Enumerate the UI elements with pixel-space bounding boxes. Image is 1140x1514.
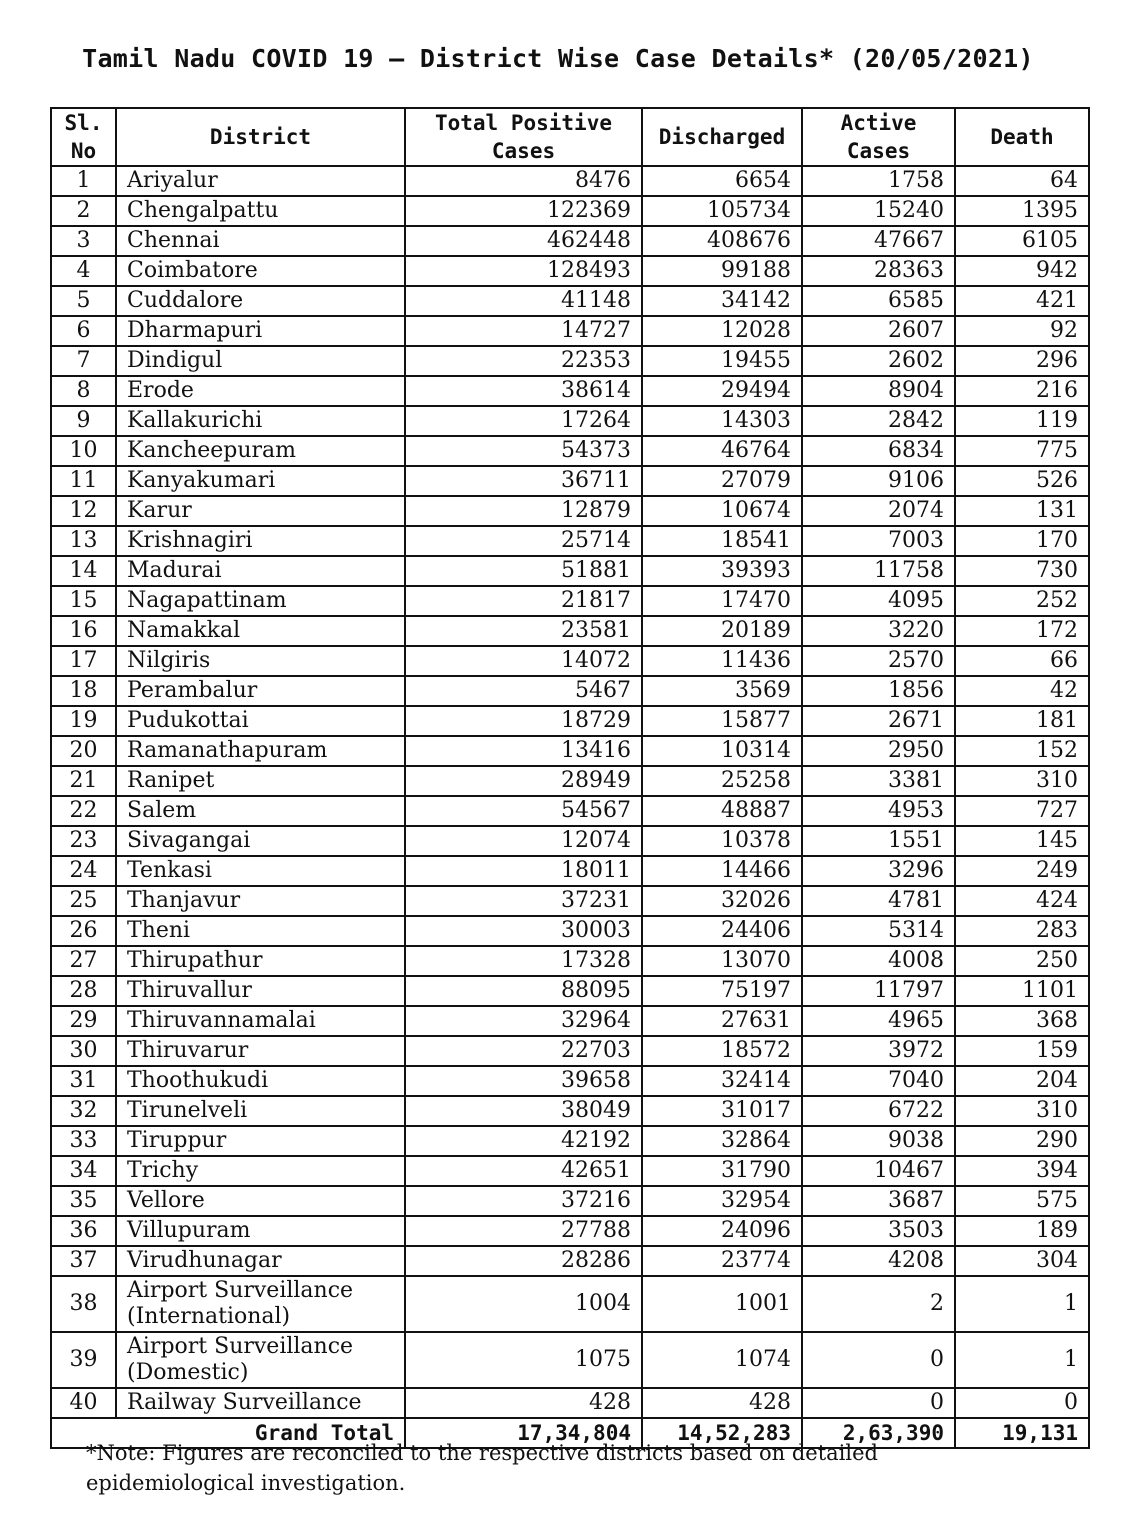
- active-cases-cell: 3687: [802, 1186, 955, 1216]
- sl-no-cell: 39: [51, 1332, 116, 1388]
- table-row: [51, 796, 1089, 826]
- active-cases-cell: 2074: [802, 496, 955, 526]
- discharged-cell: 18572: [642, 1036, 802, 1066]
- table-row: [51, 886, 1089, 916]
- grand-total-discharged: 14,52,283: [642, 1418, 802, 1448]
- table-row: [51, 226, 1089, 256]
- district-cell: Kanyakumari: [116, 466, 405, 496]
- table-row: [51, 1036, 1089, 1066]
- sl-no-cell: 15: [51, 586, 116, 616]
- district-cell: Erode: [116, 376, 405, 406]
- discharged-cell: 6654: [642, 166, 802, 196]
- discharged-cell: 1074: [642, 1332, 802, 1388]
- active-cases-cell: 47667: [802, 226, 955, 256]
- active-cases-cell: 2570: [802, 646, 955, 676]
- death-cell: 1395: [955, 196, 1089, 226]
- total-positive-cell: 23581: [405, 616, 642, 646]
- page-title: Tamil Nadu COVID 19 – District Wise Case Details* (20/05/2021): [82, 44, 1034, 73]
- total-positive-cell: 22703: [405, 1036, 642, 1066]
- death-cell: 1: [955, 1332, 1089, 1388]
- active-cases-cell: 3220: [802, 616, 955, 646]
- discharged-cell: 13070: [642, 946, 802, 976]
- total-positive-cell: 30003: [405, 916, 642, 946]
- district-cell: Chennai: [116, 226, 405, 256]
- sl-no-cell: 23: [51, 826, 116, 856]
- active-cases-cell: 4965: [802, 1006, 955, 1036]
- table-row: [51, 496, 1089, 526]
- total-positive-cell: 38049: [405, 1096, 642, 1126]
- discharged-cell: 29494: [642, 376, 802, 406]
- total-positive-cell: 12879: [405, 496, 642, 526]
- table-row: [51, 766, 1089, 796]
- sl-no-cell: 12: [51, 496, 116, 526]
- district-cell: Nilgiris: [116, 646, 405, 676]
- discharged-cell: 99188: [642, 256, 802, 286]
- active-cases-cell: 5314: [802, 916, 955, 946]
- table-row: [51, 1332, 1089, 1388]
- discharged-cell: 23774: [642, 1246, 802, 1276]
- sl-no-cell: 1: [51, 166, 116, 196]
- active-cases-cell: 15240: [802, 196, 955, 226]
- sl-no-cell: 22: [51, 796, 116, 826]
- table-row: [51, 976, 1089, 1006]
- active-cases-cell: 7040: [802, 1066, 955, 1096]
- district-cell: Thirupathur: [116, 946, 405, 976]
- active-cases-cell: 2950: [802, 736, 955, 766]
- district-cell: Kallakurichi: [116, 406, 405, 436]
- table-row: [51, 1096, 1089, 1126]
- active-cases-cell: 28363: [802, 256, 955, 286]
- active-cases-cell: 3296: [802, 856, 955, 886]
- death-cell: 66: [955, 646, 1089, 676]
- district-cell: Thiruvarur: [116, 1036, 405, 1066]
- district-cell: Thanjavur: [116, 886, 405, 916]
- grand-total-death: 19,131: [955, 1418, 1089, 1448]
- total-positive-cell: 28286: [405, 1246, 642, 1276]
- active-cases-cell: 4781: [802, 886, 955, 916]
- discharged-cell: 75197: [642, 976, 802, 1006]
- district-cell: Ramanathapuram: [116, 736, 405, 766]
- death-cell: 250: [955, 946, 1089, 976]
- total-positive-cell: 1075: [405, 1332, 642, 1388]
- district-cell: Tenkasi: [116, 856, 405, 886]
- district-cell: Chengalpattu: [116, 196, 405, 226]
- death-cell: 189: [955, 1216, 1089, 1246]
- table-row: [51, 196, 1089, 226]
- total-positive-cell: 8476: [405, 166, 642, 196]
- discharged-cell: 10378: [642, 826, 802, 856]
- district-cell: Thoothukudi: [116, 1066, 405, 1096]
- discharged-cell: 17470: [642, 586, 802, 616]
- discharged-cell: 31017: [642, 1096, 802, 1126]
- active-cases-cell: 11758: [802, 556, 955, 586]
- total-positive-cell: 37216: [405, 1186, 642, 1216]
- district-cell: Krishnagiri: [116, 526, 405, 556]
- total-positive-cell: 122369: [405, 196, 642, 226]
- sl-no-cell: 16: [51, 616, 116, 646]
- table-row: [51, 1388, 1089, 1418]
- district-cell: Theni: [116, 916, 405, 946]
- sl-no-cell: 27: [51, 946, 116, 976]
- district-cell: Perambalur: [116, 676, 405, 706]
- district-cell: Virudhunagar: [116, 1246, 405, 1276]
- sl-no-cell: 40: [51, 1388, 116, 1418]
- death-cell: 204: [955, 1066, 1089, 1096]
- total-positive-cell: 28949: [405, 766, 642, 796]
- table-row: [51, 316, 1089, 346]
- active-cases-cell: 7003: [802, 526, 955, 556]
- total-positive-cell: 22353: [405, 346, 642, 376]
- discharged-cell: 14466: [642, 856, 802, 886]
- active-cases-cell: 1758: [802, 166, 955, 196]
- discharged-cell: 12028: [642, 316, 802, 346]
- table-row: [51, 1216, 1089, 1246]
- sl-no-cell: 33: [51, 1126, 116, 1156]
- district-cell: Sivagangai: [116, 826, 405, 856]
- sl-no-cell: 13: [51, 526, 116, 556]
- death-cell: 424: [955, 886, 1089, 916]
- total-positive-cell: 25714: [405, 526, 642, 556]
- table-row: [51, 466, 1089, 496]
- district-cell: Tiruppur: [116, 1126, 405, 1156]
- total-positive-cell: 88095: [405, 976, 642, 1006]
- district-cell: Pudukottai: [116, 706, 405, 736]
- total-positive-cell: 18011: [405, 856, 642, 886]
- table-row: [51, 556, 1089, 586]
- discharged-cell: 46764: [642, 436, 802, 466]
- table-row: [51, 916, 1089, 946]
- death-cell: 942: [955, 256, 1089, 286]
- discharged-cell: 27079: [642, 466, 802, 496]
- sl-no-cell: 30: [51, 1036, 116, 1066]
- discharged-cell: 105734: [642, 196, 802, 226]
- district-cell: Airport Surveillance (International): [116, 1276, 405, 1332]
- header-discharged: Discharged: [642, 108, 802, 166]
- death-cell: 1: [955, 1276, 1089, 1332]
- death-cell: 119: [955, 406, 1089, 436]
- table-row: [51, 676, 1089, 706]
- total-positive-cell: 51881: [405, 556, 642, 586]
- sl-no-cell: 3: [51, 226, 116, 256]
- discharged-cell: 10674: [642, 496, 802, 526]
- total-positive-cell: 54373: [405, 436, 642, 466]
- discharged-cell: 408676: [642, 226, 802, 256]
- district-cell: Ranipet: [116, 766, 405, 796]
- discharged-cell: 25258: [642, 766, 802, 796]
- table-row: [51, 1126, 1089, 1156]
- active-cases-cell: 4095: [802, 586, 955, 616]
- table-row: [51, 436, 1089, 466]
- sl-no-cell: 36: [51, 1216, 116, 1246]
- total-positive-cell: 36711: [405, 466, 642, 496]
- active-cases-cell: 4208: [802, 1246, 955, 1276]
- death-cell: 283: [955, 916, 1089, 946]
- table-row: [51, 286, 1089, 316]
- sl-no-cell: 2: [51, 196, 116, 226]
- district-cell: Villupuram: [116, 1216, 405, 1246]
- table-row: [51, 346, 1089, 376]
- discharged-cell: 428: [642, 1388, 802, 1418]
- table-row: [51, 586, 1089, 616]
- header-total-positive: Total Positive Cases: [405, 108, 642, 166]
- death-cell: 181: [955, 706, 1089, 736]
- death-cell: 730: [955, 556, 1089, 586]
- district-cell: Vellore: [116, 1186, 405, 1216]
- total-positive-cell: 32964: [405, 1006, 642, 1036]
- death-cell: 775: [955, 436, 1089, 466]
- discharged-cell: 39393: [642, 556, 802, 586]
- death-cell: 64: [955, 166, 1089, 196]
- sl-no-cell: 10: [51, 436, 116, 466]
- table-row: [51, 1156, 1089, 1186]
- total-positive-cell: 428: [405, 1388, 642, 1418]
- active-cases-cell: 3972: [802, 1036, 955, 1066]
- district-cell: Namakkal: [116, 616, 405, 646]
- active-cases-cell: 6585: [802, 286, 955, 316]
- sl-no-cell: 8: [51, 376, 116, 406]
- total-positive-cell: 37231: [405, 886, 642, 916]
- district-cell: Dindigul: [116, 346, 405, 376]
- district-cell: Airport Surveillance (Domestic): [116, 1332, 405, 1388]
- death-cell: 526: [955, 466, 1089, 496]
- sl-no-cell: 25: [51, 886, 116, 916]
- sl-no-cell: 28: [51, 976, 116, 1006]
- grand-total-label: Grand Total: [51, 1418, 405, 1448]
- total-positive-cell: 462448: [405, 226, 642, 256]
- active-cases-cell: 3503: [802, 1216, 955, 1246]
- total-positive-cell: 1004: [405, 1276, 642, 1332]
- district-cell: Thiruvallur: [116, 976, 405, 1006]
- death-cell: 310: [955, 1096, 1089, 1126]
- discharged-cell: 18541: [642, 526, 802, 556]
- discharged-cell: 48887: [642, 796, 802, 826]
- district-cell: Karur: [116, 496, 405, 526]
- death-cell: 252: [955, 586, 1089, 616]
- header-active-cases: Active Cases: [802, 108, 955, 166]
- district-cell: Railway Surveillance: [116, 1388, 405, 1418]
- total-positive-cell: 21817: [405, 586, 642, 616]
- sl-no-cell: 4: [51, 256, 116, 286]
- total-positive-cell: 38614: [405, 376, 642, 406]
- table-body: [51, 166, 1089, 1418]
- discharged-cell: 24406: [642, 916, 802, 946]
- discharged-cell: 14303: [642, 406, 802, 436]
- death-cell: 170: [955, 526, 1089, 556]
- death-cell: 290: [955, 1126, 1089, 1156]
- active-cases-cell: 6722: [802, 1096, 955, 1126]
- sl-no-cell: 11: [51, 466, 116, 496]
- table-row: [51, 706, 1089, 736]
- total-positive-cell: 54567: [405, 796, 642, 826]
- sl-no-cell: 29: [51, 1006, 116, 1036]
- table-row: [51, 376, 1089, 406]
- total-positive-cell: 17328: [405, 946, 642, 976]
- header-sl-no: Sl. No: [51, 108, 116, 166]
- district-case-table: [50, 107, 1090, 1449]
- active-cases-cell: 1551: [802, 826, 955, 856]
- discharged-cell: 32026: [642, 886, 802, 916]
- discharged-cell: 27631: [642, 1006, 802, 1036]
- total-positive-cell: 18729: [405, 706, 642, 736]
- discharged-cell: 20189: [642, 616, 802, 646]
- active-cases-cell: 2671: [802, 706, 955, 736]
- table-header-row: [51, 108, 1089, 166]
- total-positive-cell: 13416: [405, 736, 642, 766]
- discharged-cell: 31790: [642, 1156, 802, 1186]
- active-cases-cell: 4953: [802, 796, 955, 826]
- sl-no-cell: 18: [51, 676, 116, 706]
- active-cases-cell: 4008: [802, 946, 955, 976]
- sl-no-cell: 35: [51, 1186, 116, 1216]
- death-cell: 152: [955, 736, 1089, 766]
- district-cell: Thiruvannamalai: [116, 1006, 405, 1036]
- table-row: [51, 166, 1089, 196]
- active-cases-cell: 8904: [802, 376, 955, 406]
- total-positive-cell: 12074: [405, 826, 642, 856]
- discharged-cell: 32864: [642, 1126, 802, 1156]
- death-cell: 172: [955, 616, 1089, 646]
- table-row: [51, 1246, 1089, 1276]
- district-cell: Cuddalore: [116, 286, 405, 316]
- death-cell: 249: [955, 856, 1089, 886]
- district-cell: Nagapattinam: [116, 586, 405, 616]
- active-cases-cell: 2607: [802, 316, 955, 346]
- death-cell: 421: [955, 286, 1089, 316]
- discharged-cell: 32414: [642, 1066, 802, 1096]
- table-row: [51, 856, 1089, 886]
- sl-no-cell: 17: [51, 646, 116, 676]
- district-cell: Salem: [116, 796, 405, 826]
- total-positive-cell: 41148: [405, 286, 642, 316]
- active-cases-cell: 0: [802, 1332, 955, 1388]
- death-cell: 145: [955, 826, 1089, 856]
- discharged-cell: 32954: [642, 1186, 802, 1216]
- active-cases-cell: 3381: [802, 766, 955, 796]
- discharged-cell: 24096: [642, 1216, 802, 1246]
- discharged-cell: 3569: [642, 676, 802, 706]
- active-cases-cell: 2: [802, 1276, 955, 1332]
- death-cell: 42: [955, 676, 1089, 706]
- sl-no-cell: 38: [51, 1276, 116, 1332]
- discharged-cell: 15877: [642, 706, 802, 736]
- death-cell: 92: [955, 316, 1089, 346]
- table-row: [51, 256, 1089, 286]
- sl-no-cell: 19: [51, 706, 116, 736]
- table-row: [51, 736, 1089, 766]
- death-cell: 296: [955, 346, 1089, 376]
- sl-no-cell: 20: [51, 736, 116, 766]
- header-district: District: [116, 108, 405, 166]
- death-cell: 159: [955, 1036, 1089, 1066]
- death-cell: 575: [955, 1186, 1089, 1216]
- discharged-cell: 34142: [642, 286, 802, 316]
- discharged-cell: 19455: [642, 346, 802, 376]
- active-cases-cell: 11797: [802, 976, 955, 1006]
- sl-no-cell: 9: [51, 406, 116, 436]
- death-cell: 0: [955, 1388, 1089, 1418]
- sl-no-cell: 32: [51, 1096, 116, 1126]
- discharged-cell: 10314: [642, 736, 802, 766]
- death-cell: 310: [955, 766, 1089, 796]
- death-cell: 6105: [955, 226, 1089, 256]
- total-positive-cell: 14727: [405, 316, 642, 346]
- total-positive-cell: 5467: [405, 676, 642, 706]
- total-positive-cell: 42651: [405, 1156, 642, 1186]
- sl-no-cell: 31: [51, 1066, 116, 1096]
- table-row: [51, 1066, 1089, 1096]
- table-row: [51, 526, 1089, 556]
- district-cell: Tirunelveli: [116, 1096, 405, 1126]
- table-row: [51, 826, 1089, 856]
- footnote: *Note: Figures are reconciled to the respective districts based on detailed epidemiological investigation.: [86, 1441, 878, 1495]
- district-cell: Coimbatore: [116, 256, 405, 286]
- active-cases-cell: 0: [802, 1388, 955, 1418]
- sl-no-cell: 21: [51, 766, 116, 796]
- active-cases-cell: 9038: [802, 1126, 955, 1156]
- header-death: Death: [955, 108, 1089, 166]
- active-cases-cell: 2602: [802, 346, 955, 376]
- death-cell: 304: [955, 1246, 1089, 1276]
- sl-no-cell: 6: [51, 316, 116, 346]
- table-row: [51, 946, 1089, 976]
- death-cell: 368: [955, 1006, 1089, 1036]
- death-cell: 394: [955, 1156, 1089, 1186]
- table-row: [51, 1276, 1089, 1332]
- active-cases-cell: 1856: [802, 676, 955, 706]
- sl-no-cell: 14: [51, 556, 116, 586]
- grand-total-active: 2,63,390: [802, 1418, 955, 1448]
- total-positive-cell: 17264: [405, 406, 642, 436]
- table-row: [51, 646, 1089, 676]
- district-cell: Ariyalur: [116, 166, 405, 196]
- district-cell: Kancheepuram: [116, 436, 405, 466]
- table-row: [51, 406, 1089, 436]
- death-cell: 131: [955, 496, 1089, 526]
- sl-no-cell: 24: [51, 856, 116, 886]
- total-positive-cell: 42192: [405, 1126, 642, 1156]
- grand-total-positive: 17,34,804: [405, 1418, 642, 1448]
- active-cases-cell: 6834: [802, 436, 955, 466]
- total-positive-cell: 14072: [405, 646, 642, 676]
- active-cases-cell: 2842: [802, 406, 955, 436]
- discharged-cell: 11436: [642, 646, 802, 676]
- active-cases-cell: 9106: [802, 466, 955, 496]
- death-cell: 216: [955, 376, 1089, 406]
- total-positive-cell: 27788: [405, 1216, 642, 1246]
- table-row: [51, 616, 1089, 646]
- district-cell: Trichy: [116, 1156, 405, 1186]
- sl-no-cell: 7: [51, 346, 116, 376]
- district-cell: Madurai: [116, 556, 405, 586]
- death-cell: 1101: [955, 976, 1089, 1006]
- sl-no-cell: 5: [51, 286, 116, 316]
- total-positive-cell: 39658: [405, 1066, 642, 1096]
- table-row: [51, 1186, 1089, 1216]
- district-cell: Dharmapuri: [116, 316, 405, 346]
- sl-no-cell: 26: [51, 916, 116, 946]
- table-row: [51, 1006, 1089, 1036]
- active-cases-cell: 10467: [802, 1156, 955, 1186]
- death-cell: 727: [955, 796, 1089, 826]
- sl-no-cell: 34: [51, 1156, 116, 1186]
- total-positive-cell: 128493: [405, 256, 642, 286]
- discharged-cell: 1001: [642, 1276, 802, 1332]
- sl-no-cell: 37: [51, 1246, 116, 1276]
